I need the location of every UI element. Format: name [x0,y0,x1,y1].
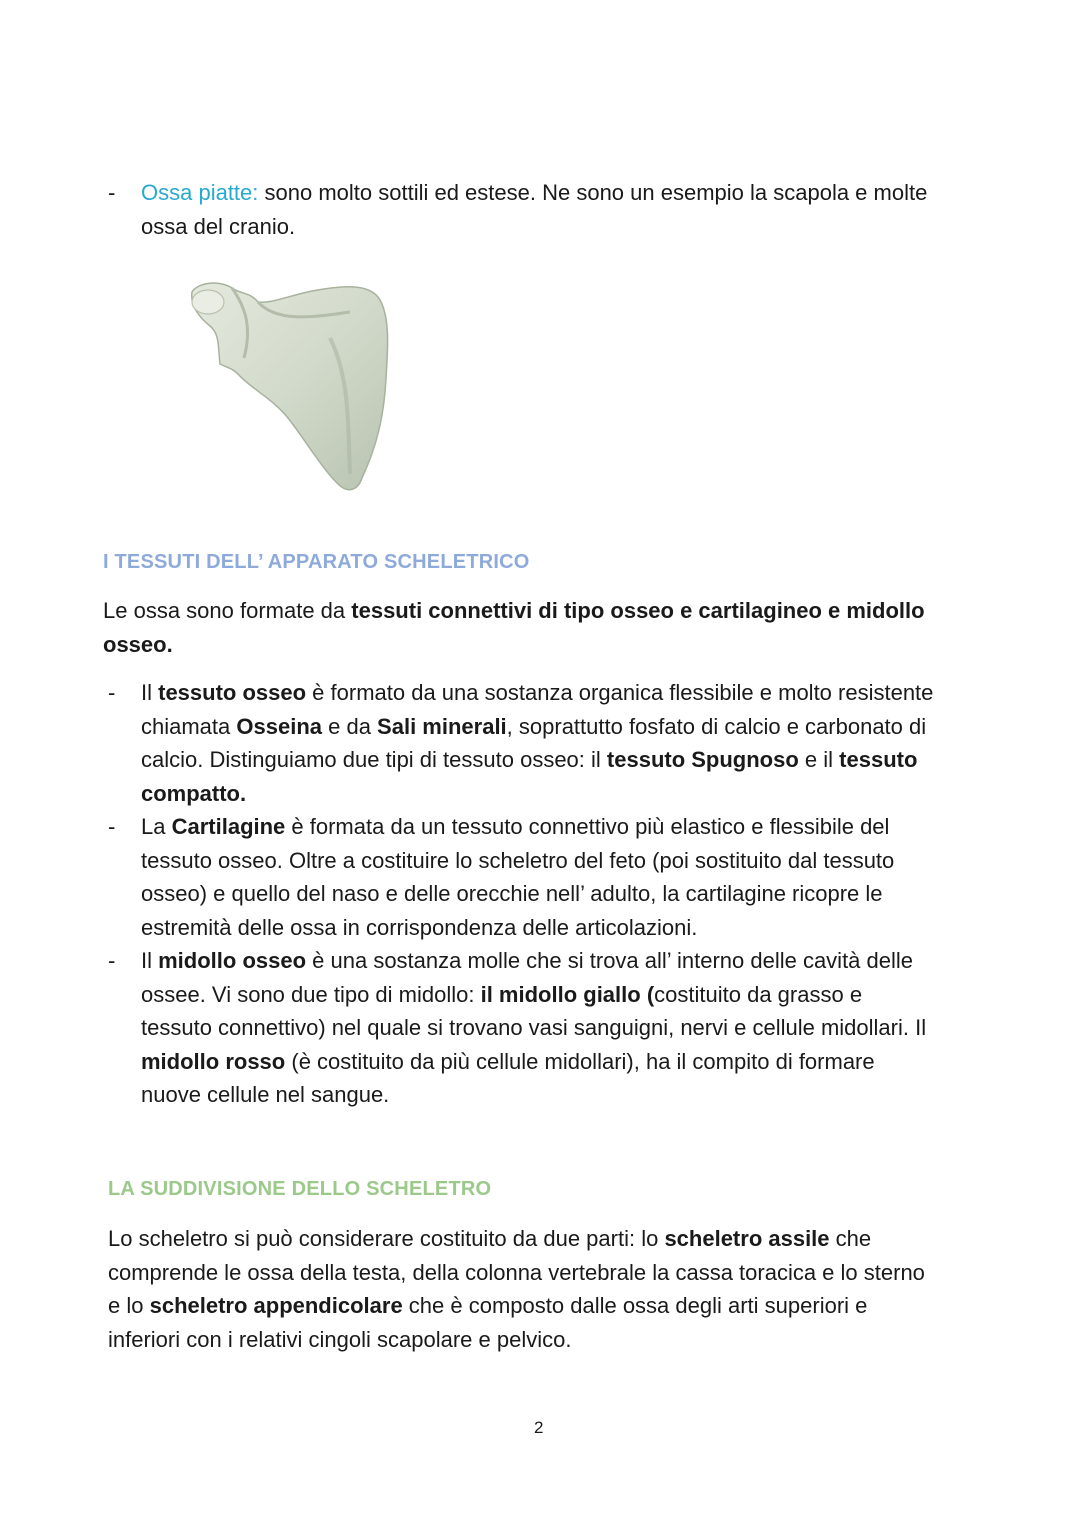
bullet-dash: - [108,948,116,973]
cartilage-line-1: La Cartilagine è formata da un tessuto connettivo più elastico e flessibile del [141,814,890,839]
cartilage-line-4: estremità delle ossa in corrispondenza delle articolazioni. [141,914,698,940]
flat-bones-term: Ossa piatte: [141,180,259,205]
marrow-line-1: Il midollo osseo è una sostanza molle che si trova all’ interno delle cavità delle [141,948,914,973]
scapula-body [192,283,388,490]
section-heading-division: LA SUDDIVISIONE DELLO SCHELETRO [108,1178,492,1200]
tissues-intro-line-2: osseo. [103,631,173,657]
section-heading-tissues: I TESSUTI DELL’ APPARATO SCHELETRICO [103,551,530,573]
bullet-dash: - [108,814,116,839]
page-number: 2 [534,1418,544,1437]
division-line-2: comprende le ossa della testa, della colonna vertebrale la cassa toracica e lo sterno [108,1259,925,1285]
bone-tissue-line-3: calcio. Distinguiamo due tipi di tessuto osseo: il tessuto Spugnoso e il tessuto [141,747,918,772]
bullet-dash: - [108,180,116,205]
cartilage-line-3: osseo) e quello del naso e delle orecchie nell’ adulto, la cartilagine ricopre le [141,881,883,906]
cartilage-line-2: tessuto osseo. Oltre a costituire lo scheletro del feto (poi sostituito dal tessuto [141,847,895,873]
division-paragraph [108,1222,1008,1356]
bone-tissue-line-1: Il tessuto osseo è formato da una sostanza organica flessibile e molto resistente [141,680,934,705]
marrow-line-2: ossee. Vi sono due tipo di midollo: il midollo giallo (costituito da grasso e [141,981,863,1007]
bone-tissue-line-2: chiamata Osseina e da Sali minerali, soprattutto fosfato di calcio e carbonato di [141,713,927,739]
scapula-image [180,278,400,498]
bullet-dash: - [108,680,116,705]
marrow-item [141,944,1021,1112]
bone-tissue-item [141,676,1021,810]
bone-tissue-line-4: compatto. [141,780,247,806]
marrow-line-4: midollo rosso (è costituito da più cellule midollari), ha il compito di formare [141,1048,875,1074]
marrow-line-3: tessuto connettivo) nel quale si trovano vasi sanguigni, nervi e cellule midollari. Il [141,1015,927,1040]
tissues-intro-line-1: Le ossa sono formate da tessuti connettivi di tipo osseo e cartilagineo e midollo [103,598,925,623]
division-line-3: e lo scheletro appendicolare che è composto dalle ossa degli arti superiori e [108,1293,868,1318]
flat-bones-line-1: Ossa piatte: sono molto sottili ed estese. Ne sono un esempio la scapola e molte [141,180,928,205]
marrow-line-5: nuove cellule nel sangue. [141,1082,390,1107]
scapula-glenoid [192,290,224,314]
cartilage-item [141,810,1021,944]
flat-bones-item [141,176,1021,243]
tissues-intro [103,594,1003,661]
division-line-1: Lo scheletro si può considerare costituito da due parti: lo scheletro assile che [108,1226,872,1251]
division-line-4: inferiori con i relativi cingoli scapolare e pelvico. [108,1326,572,1352]
flat-bones-line-2: ossa del cranio. [141,213,296,239]
